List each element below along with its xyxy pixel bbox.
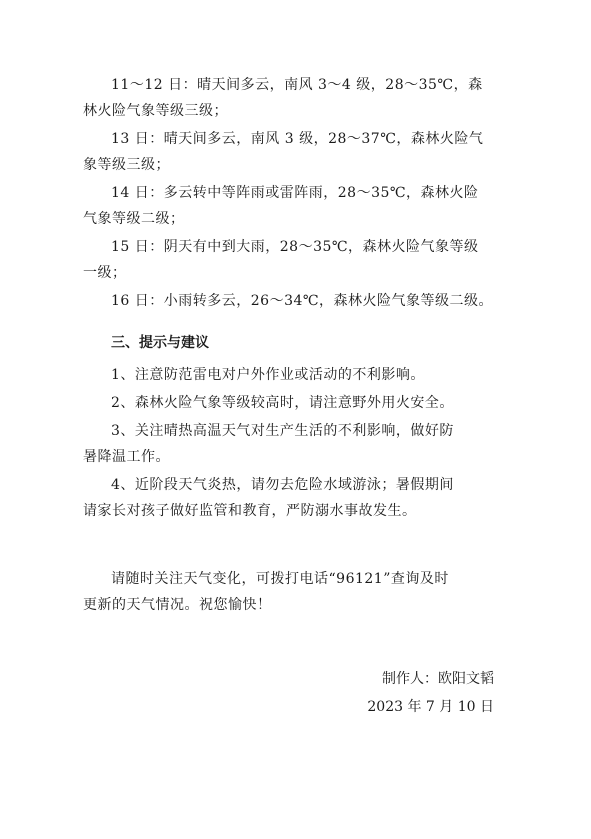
forecast-line: 15 日：阴天有中到大雨，28～35℃，森林火险气象等级 bbox=[111, 239, 479, 255]
tip-item-2 bbox=[83, 390, 503, 416]
tip-item-4 bbox=[83, 472, 503, 524]
spacer bbox=[83, 526, 503, 566]
forecast-line: 16 日：小雨转多云，26～34℃，森林火险气象等级二级。 bbox=[111, 293, 494, 309]
forecast-line-cont: 一级； bbox=[83, 265, 127, 281]
tip-line-cont: 暑降温工作。 bbox=[83, 449, 170, 465]
closing-paragraph bbox=[83, 566, 503, 618]
forecast-line-cont: 象等级三级； bbox=[83, 157, 170, 173]
forecast-item-13 bbox=[83, 126, 503, 178]
signature-date: 2023 年 7 月 10 日 bbox=[367, 699, 494, 715]
tip-line-cont: 请家长对孩子做好监管和教育，严防溺水事故发生。 bbox=[83, 503, 417, 519]
forecast-line: 13 日：晴天间多云，南风 3 级，28～37℃，森林火险气 bbox=[111, 131, 484, 147]
forecast-item-11-12 bbox=[83, 72, 503, 124]
forecast-item-15 bbox=[83, 234, 503, 286]
document-body bbox=[83, 72, 503, 620]
forecast-item-14 bbox=[83, 180, 503, 232]
signature-author: 制作人：欧阳文韬 bbox=[382, 671, 494, 687]
forecast-line-cont: 气象等级二级； bbox=[83, 211, 185, 227]
section-heading-tips: 三、提示与建议 bbox=[111, 335, 209, 351]
tip-line: 4、近阶段天气炎热，请勿去危险水域游泳；暑假期间 bbox=[111, 477, 454, 493]
forecast-item-16 bbox=[83, 288, 503, 314]
closing-line: 请随时关注天气变化，可拨打电话“96121”查询及时 bbox=[111, 571, 449, 587]
forecast-line-cont: 林火险气象等级三级； bbox=[83, 103, 228, 119]
tip-item-3 bbox=[83, 418, 503, 470]
forecast-line: 11～12 日：晴天间多云，南风 3～4 级，28～35℃，森 bbox=[111, 77, 483, 93]
closing-line-cont: 更新的天气情况。祝您愉快！ bbox=[83, 597, 272, 613]
tip-line: 3、关注晴热高温天气对生产生活的不利影响，做好防 bbox=[111, 423, 454, 439]
tip-item-1 bbox=[83, 362, 503, 388]
tip-line: 2、森林火险气象等级较高时，请注意野外用火安全。 bbox=[111, 395, 454, 411]
forecast-line: 14 日：多云转中等阵雨或雷阵雨，28～35℃，森林火险 bbox=[111, 185, 479, 201]
tip-line: 1、注意防范雷电对户外作业或活动的不利影响。 bbox=[111, 367, 425, 383]
